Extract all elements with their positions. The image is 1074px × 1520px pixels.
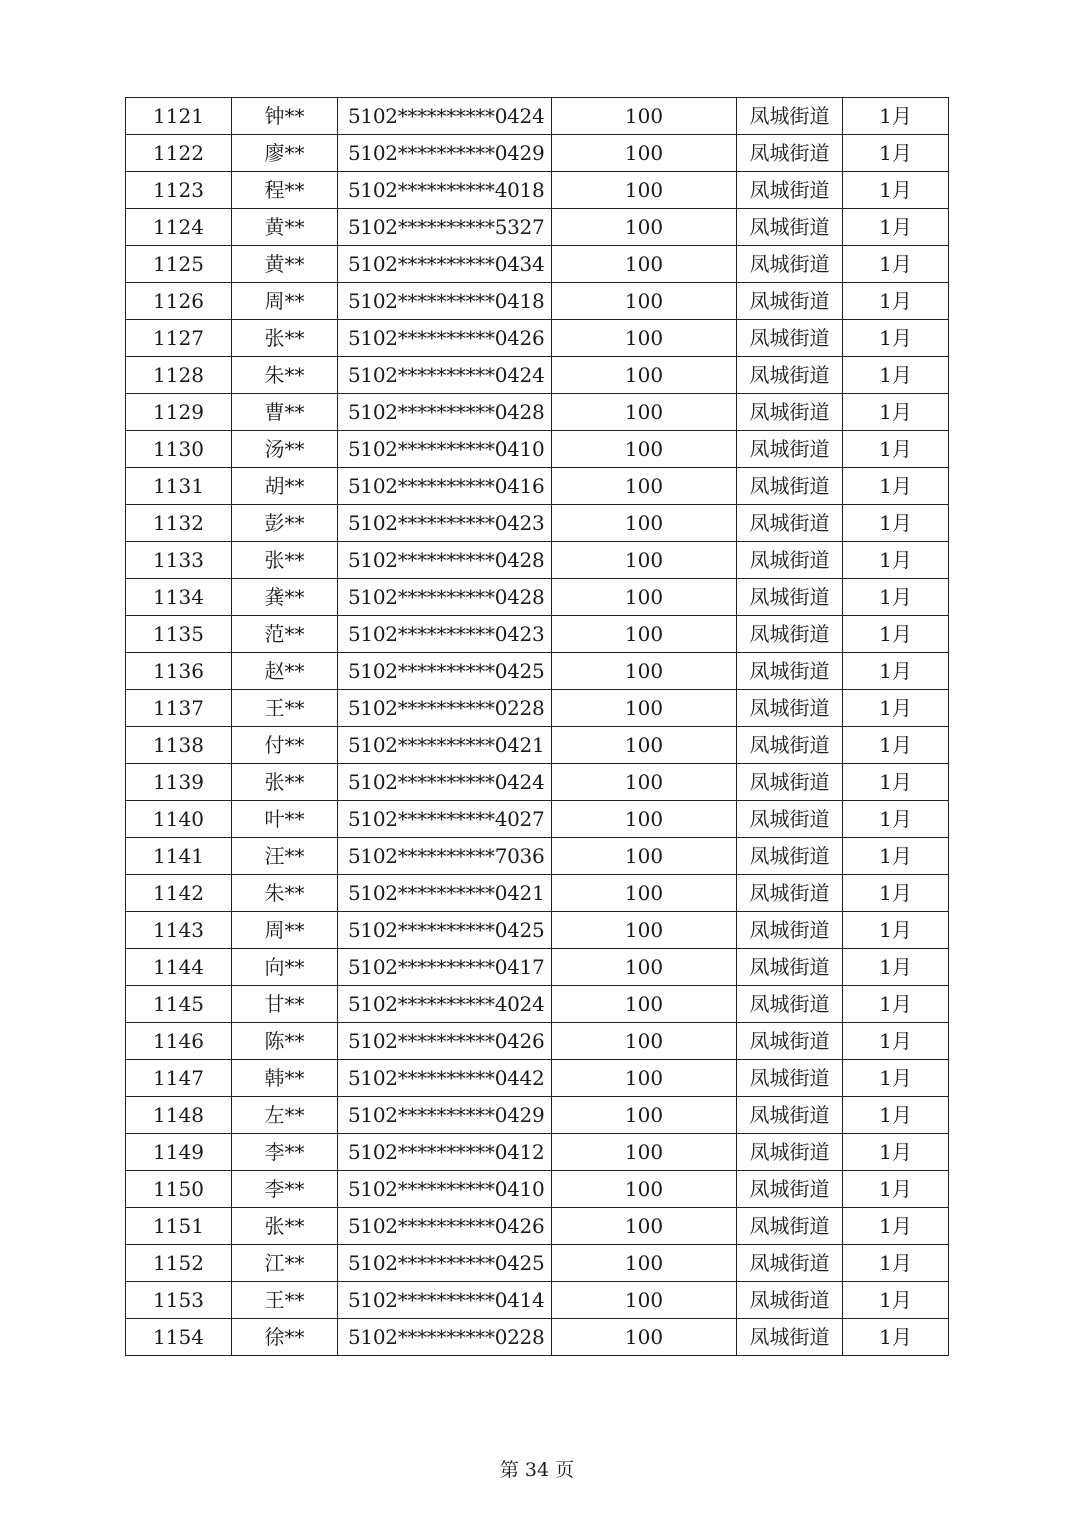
row-number-cell: 1140: [126, 801, 232, 838]
month-cell: 1月: [843, 579, 949, 616]
amount-cell: 100: [552, 98, 737, 135]
month-cell: 1月: [843, 1060, 949, 1097]
name-cell: 彭**: [232, 505, 338, 542]
name-cell: 赵**: [232, 653, 338, 690]
amount-cell: 100: [552, 653, 737, 690]
name-cell: 周**: [232, 912, 338, 949]
id-number-cell: 5102**********0414: [338, 1282, 552, 1319]
name-cell: 汪**: [232, 838, 338, 875]
id-number-cell: 5102**********0434: [338, 246, 552, 283]
amount-cell: 100: [552, 579, 737, 616]
street-cell: 凤城街道: [737, 468, 843, 505]
table-row: [126, 727, 949, 764]
table-row: [126, 135, 949, 172]
table-row: [126, 172, 949, 209]
amount-cell: 100: [552, 320, 737, 357]
table-row: [126, 320, 949, 357]
amount-cell: 100: [552, 1060, 737, 1097]
amount-cell: 100: [552, 1023, 737, 1060]
id-number-cell: 5102**********0426: [338, 1023, 552, 1060]
month-cell: 1月: [843, 1171, 949, 1208]
name-cell: 胡**: [232, 468, 338, 505]
amount-cell: 100: [552, 1282, 737, 1319]
street-cell: 凤城街道: [737, 1134, 843, 1171]
row-number-cell: 1128: [126, 357, 232, 394]
street-cell: 凤城街道: [737, 1208, 843, 1245]
amount-cell: 100: [552, 1319, 737, 1356]
id-number-cell: 5102**********4024: [338, 986, 552, 1023]
table-row: [126, 1171, 949, 1208]
amount-cell: 100: [552, 357, 737, 394]
row-number-cell: 1148: [126, 1097, 232, 1134]
month-cell: 1月: [843, 542, 949, 579]
row-number-cell: 1152: [126, 1245, 232, 1282]
name-cell: 朱**: [232, 875, 338, 912]
row-number-cell: 1121: [126, 98, 232, 135]
table-row: [126, 1245, 949, 1282]
amount-cell: 100: [552, 394, 737, 431]
row-number-cell: 1153: [126, 1282, 232, 1319]
table-row: [126, 283, 949, 320]
amount-cell: 100: [552, 542, 737, 579]
table-row: [126, 1097, 949, 1134]
street-cell: 凤城街道: [737, 246, 843, 283]
month-cell: 1月: [843, 1023, 949, 1060]
month-cell: 1月: [843, 1245, 949, 1282]
row-number-cell: 1145: [126, 986, 232, 1023]
amount-cell: 100: [552, 172, 737, 209]
row-number-cell: 1130: [126, 431, 232, 468]
name-cell: 曹**: [232, 394, 338, 431]
name-cell: 江**: [232, 1245, 338, 1282]
id-number-cell: 5102**********0423: [338, 616, 552, 653]
month-cell: 1月: [843, 727, 949, 764]
name-cell: 李**: [232, 1171, 338, 1208]
amount-cell: 100: [552, 616, 737, 653]
month-cell: 1月: [843, 431, 949, 468]
amount-cell: 100: [552, 764, 737, 801]
table-row: [126, 1060, 949, 1097]
street-cell: 凤城街道: [737, 579, 843, 616]
row-number-cell: 1151: [126, 1208, 232, 1245]
street-cell: 凤城街道: [737, 764, 843, 801]
name-cell: 张**: [232, 320, 338, 357]
row-number-cell: 1135: [126, 616, 232, 653]
row-number-cell: 1146: [126, 1023, 232, 1060]
amount-cell: 100: [552, 986, 737, 1023]
street-cell: 凤城街道: [737, 320, 843, 357]
id-number-cell: 5102**********5327: [338, 209, 552, 246]
amount-cell: 100: [552, 1134, 737, 1171]
row-number-cell: 1147: [126, 1060, 232, 1097]
name-cell: 陈**: [232, 1023, 338, 1060]
id-number-cell: 5102**********0410: [338, 431, 552, 468]
street-cell: 凤城街道: [737, 912, 843, 949]
row-number-cell: 1123: [126, 172, 232, 209]
amount-cell: 100: [552, 875, 737, 912]
street-cell: 凤城街道: [737, 1023, 843, 1060]
amount-cell: 100: [552, 283, 737, 320]
month-cell: 1月: [843, 949, 949, 986]
name-cell: 周**: [232, 283, 338, 320]
table-row: [126, 357, 949, 394]
amount-cell: 100: [552, 1208, 737, 1245]
street-cell: 凤城街道: [737, 1319, 843, 1356]
street-cell: 凤城街道: [737, 505, 843, 542]
id-number-cell: 5102**********7036: [338, 838, 552, 875]
month-cell: 1月: [843, 172, 949, 209]
amount-cell: 100: [552, 468, 737, 505]
id-number-cell: 5102**********4027: [338, 801, 552, 838]
row-number-cell: 1132: [126, 505, 232, 542]
name-cell: 王**: [232, 1282, 338, 1319]
month-cell: 1月: [843, 1208, 949, 1245]
id-number-cell: 5102**********0417: [338, 949, 552, 986]
street-cell: 凤城街道: [737, 653, 843, 690]
id-number-cell: 5102**********0426: [338, 320, 552, 357]
month-cell: 1月: [843, 394, 949, 431]
street-cell: 凤城街道: [737, 1282, 843, 1319]
table-row: [126, 505, 949, 542]
amount-cell: 100: [552, 505, 737, 542]
row-number-cell: 1136: [126, 653, 232, 690]
row-number-cell: 1137: [126, 690, 232, 727]
row-number-cell: 1143: [126, 912, 232, 949]
table-body: [126, 98, 949, 1356]
name-cell: 张**: [232, 764, 338, 801]
name-cell: 李**: [232, 1134, 338, 1171]
row-number-cell: 1138: [126, 727, 232, 764]
table-row: [126, 579, 949, 616]
name-cell: 张**: [232, 542, 338, 579]
id-number-cell: 5102**********0228: [338, 1319, 552, 1356]
amount-cell: 100: [552, 1171, 737, 1208]
street-cell: 凤城街道: [737, 986, 843, 1023]
amount-cell: 100: [552, 246, 737, 283]
id-number-cell: 5102**********0416: [338, 468, 552, 505]
month-cell: 1月: [843, 690, 949, 727]
amount-cell: 100: [552, 431, 737, 468]
street-cell: 凤城街道: [737, 727, 843, 764]
month-cell: 1月: [843, 1282, 949, 1319]
name-cell: 徐**: [232, 1319, 338, 1356]
name-cell: 龚**: [232, 579, 338, 616]
table-row: [126, 653, 949, 690]
table-row: [126, 468, 949, 505]
id-number-cell: 5102**********0423: [338, 505, 552, 542]
street-cell: 凤城街道: [737, 98, 843, 135]
id-number-cell: 5102**********0421: [338, 875, 552, 912]
street-cell: 凤城街道: [737, 1245, 843, 1282]
row-number-cell: 1131: [126, 468, 232, 505]
street-cell: 凤城街道: [737, 1171, 843, 1208]
row-number-cell: 1127: [126, 320, 232, 357]
row-number-cell: 1141: [126, 838, 232, 875]
id-number-cell: 5102**********0424: [338, 357, 552, 394]
table-row: [126, 801, 949, 838]
name-cell: 钟**: [232, 98, 338, 135]
id-number-cell: 5102**********0428: [338, 579, 552, 616]
table-row: [126, 764, 949, 801]
amount-cell: 100: [552, 1097, 737, 1134]
table-row: [126, 246, 949, 283]
month-cell: 1月: [843, 1134, 949, 1171]
row-number-cell: 1125: [126, 246, 232, 283]
amount-cell: 100: [552, 912, 737, 949]
id-number-cell: 5102**********0425: [338, 1245, 552, 1282]
id-number-cell: 5102**********0410: [338, 1171, 552, 1208]
id-number-cell: 5102**********0418: [338, 283, 552, 320]
street-cell: 凤城街道: [737, 801, 843, 838]
name-cell: 韩**: [232, 1060, 338, 1097]
name-cell: 朱**: [232, 357, 338, 394]
table-row: [126, 1282, 949, 1319]
row-number-cell: 1150: [126, 1171, 232, 1208]
month-cell: 1月: [843, 838, 949, 875]
month-cell: 1月: [843, 764, 949, 801]
street-cell: 凤城街道: [737, 357, 843, 394]
row-number-cell: 1122: [126, 135, 232, 172]
row-number-cell: 1139: [126, 764, 232, 801]
id-number-cell: 5102**********0426: [338, 1208, 552, 1245]
id-number-cell: 5102**********0429: [338, 1097, 552, 1134]
table-row: [126, 986, 949, 1023]
table-row: [126, 394, 949, 431]
street-cell: 凤城街道: [737, 1097, 843, 1134]
name-cell: 黄**: [232, 246, 338, 283]
street-cell: 凤城街道: [737, 838, 843, 875]
amount-cell: 100: [552, 1245, 737, 1282]
street-cell: 凤城街道: [737, 394, 843, 431]
row-number-cell: 1144: [126, 949, 232, 986]
amount-cell: 100: [552, 949, 737, 986]
id-number-cell: 5102**********0428: [338, 542, 552, 579]
row-number-cell: 1124: [126, 209, 232, 246]
table-row: [126, 542, 949, 579]
month-cell: 1月: [843, 986, 949, 1023]
table-row: [126, 209, 949, 246]
id-number-cell: 5102**********4018: [338, 172, 552, 209]
row-number-cell: 1154: [126, 1319, 232, 1356]
name-cell: 向**: [232, 949, 338, 986]
month-cell: 1月: [843, 801, 949, 838]
month-cell: 1月: [843, 505, 949, 542]
street-cell: 凤城街道: [737, 209, 843, 246]
id-number-cell: 5102**********0428: [338, 394, 552, 431]
record-table: [125, 97, 949, 1356]
name-cell: 付**: [232, 727, 338, 764]
row-number-cell: 1126: [126, 283, 232, 320]
month-cell: 1月: [843, 468, 949, 505]
table-row: [126, 875, 949, 912]
street-cell: 凤城街道: [737, 875, 843, 912]
row-number-cell: 1133: [126, 542, 232, 579]
page-number: 第 34 页: [499, 1459, 575, 1481]
table-row: [126, 838, 949, 875]
name-cell: 张**: [232, 1208, 338, 1245]
name-cell: 范**: [232, 616, 338, 653]
table-row: [126, 431, 949, 468]
street-cell: 凤城街道: [737, 690, 843, 727]
id-number-cell: 5102**********0424: [338, 98, 552, 135]
street-cell: 凤城街道: [737, 431, 843, 468]
id-number-cell: 5102**********0429: [338, 135, 552, 172]
id-number-cell: 5102**********0421: [338, 727, 552, 764]
table-row: [126, 616, 949, 653]
amount-cell: 100: [552, 838, 737, 875]
table-row: [126, 98, 949, 135]
id-number-cell: 5102**********0442: [338, 1060, 552, 1097]
table-row: [126, 912, 949, 949]
name-cell: 叶**: [232, 801, 338, 838]
amount-cell: 100: [552, 209, 737, 246]
month-cell: 1月: [843, 875, 949, 912]
amount-cell: 100: [552, 135, 737, 172]
name-cell: 黄**: [232, 209, 338, 246]
row-number-cell: 1142: [126, 875, 232, 912]
name-cell: 左**: [232, 1097, 338, 1134]
month-cell: 1月: [843, 246, 949, 283]
name-cell: 程**: [232, 172, 338, 209]
id-number-cell: 5102**********0412: [338, 1134, 552, 1171]
amount-cell: 100: [552, 690, 737, 727]
table-row: [126, 949, 949, 986]
street-cell: 凤城街道: [737, 172, 843, 209]
name-cell: 甘**: [232, 986, 338, 1023]
month-cell: 1月: [843, 209, 949, 246]
name-cell: 汤**: [232, 431, 338, 468]
month-cell: 1月: [843, 283, 949, 320]
street-cell: 凤城街道: [737, 542, 843, 579]
amount-cell: 100: [552, 801, 737, 838]
street-cell: 凤城街道: [737, 949, 843, 986]
table-row: [126, 1208, 949, 1245]
amount-cell: 100: [552, 727, 737, 764]
month-cell: 1月: [843, 135, 949, 172]
street-cell: 凤城街道: [737, 1060, 843, 1097]
id-number-cell: 5102**********0228: [338, 690, 552, 727]
street-cell: 凤城街道: [737, 135, 843, 172]
month-cell: 1月: [843, 98, 949, 135]
table-row: [126, 1134, 949, 1171]
table-row: [126, 1319, 949, 1356]
month-cell: 1月: [843, 653, 949, 690]
row-number-cell: 1149: [126, 1134, 232, 1171]
month-cell: 1月: [843, 357, 949, 394]
street-cell: 凤城街道: [737, 616, 843, 653]
id-number-cell: 5102**********0425: [338, 912, 552, 949]
month-cell: 1月: [843, 1097, 949, 1134]
month-cell: 1月: [843, 1319, 949, 1356]
name-cell: 廖**: [232, 135, 338, 172]
table-row: [126, 690, 949, 727]
street-cell: 凤城街道: [737, 283, 843, 320]
table-row: [126, 1023, 949, 1060]
id-number-cell: 5102**********0424: [338, 764, 552, 801]
row-number-cell: 1129: [126, 394, 232, 431]
id-number-cell: 5102**********0425: [338, 653, 552, 690]
name-cell: 王**: [232, 690, 338, 727]
month-cell: 1月: [843, 616, 949, 653]
month-cell: 1月: [843, 320, 949, 357]
row-number-cell: 1134: [126, 579, 232, 616]
month-cell: 1月: [843, 912, 949, 949]
